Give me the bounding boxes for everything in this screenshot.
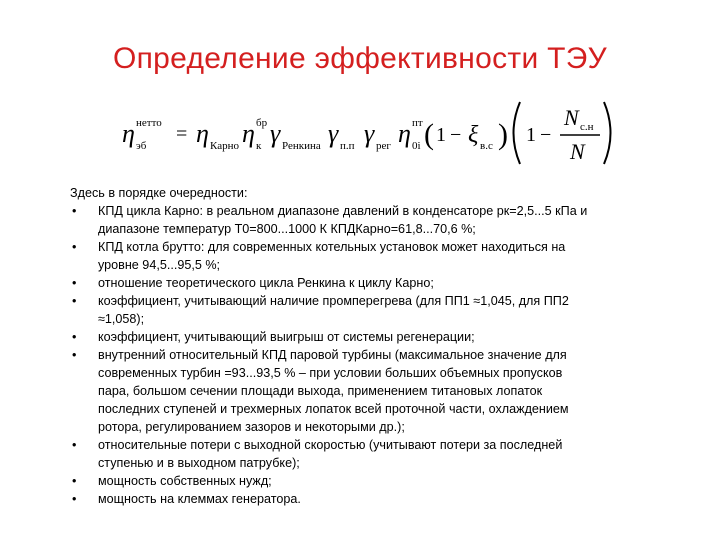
efficiency-formula [118,98,618,168]
formula-t2-sup: бр [256,117,268,129]
bullet-icon: • [72,294,77,308]
list-item [70,328,670,346]
list-item [70,292,670,328]
formula-eta-sup: нетто [136,117,162,129]
list-item-line: ≈1,058); [98,312,145,326]
bullet-icon: • [72,474,77,488]
bullet-icon: • [72,348,77,362]
list-item [70,274,670,292]
definitions-list [70,202,670,508]
bullet-icon: • [72,438,77,452]
formula-numerator-sub: с.н [580,121,594,133]
list-item-line: внутренний относительный КПД паровой турбины (максимальное значение для [98,348,567,362]
list-item [70,346,670,436]
formula-paren1-close: ) [498,118,508,151]
bullet-icon: • [72,204,77,218]
list-item [70,202,670,238]
list-item-line: мощность собственных нужд; [98,474,272,488]
list-item-line: относительные потери с выходной скоростью (учитывают потери за последней [98,438,563,452]
list-item-line: ступенью и в выходном патрубке); [98,456,300,470]
formula-numerator: N [564,105,579,130]
list-item-line: КПД котла брутто: для современных котельных установок может находиться на [98,240,566,254]
list-item-line: современных турбин =93...93,5 % – при условии больших объемных пропусков [98,366,563,380]
formula-one2: 1 [526,124,536,146]
list-item [70,472,670,490]
list-item [70,238,670,274]
list-item-line: коэффициент, учитывающий выигрыш от системы регенерации; [98,330,475,344]
list-item-line: КПД цикла Карно: в реальном диапазоне давлений в конденсаторе pк=2,5...5 кПа и [98,204,588,218]
formula-minus1: − [450,124,462,146]
list-item-line: диапазоне температур Т0=800...1000 К КПДКарно=61,8...70,6 %; [98,222,476,236]
formula-equals: = [176,123,188,145]
list-item-line: мощность на клеммах генератора. [98,492,301,506]
formula-paren1-open: ( [424,118,434,151]
formula-t1: η [196,119,209,148]
formula-denominator: N [570,139,585,164]
formula-minus2: − [540,124,552,146]
list-item-line: пара, большом сечении площади выхода, применением титановых лопаток [98,384,543,398]
formula-t3-sub: Ренкина [282,140,321,152]
formula-t6-sub: 0i [412,140,421,152]
list-item-line: последних ступеней и трехмерных лопаток всей проточной части, охлаждением [98,402,569,416]
formula-t5: γ [364,119,375,148]
formula-t6: η [398,119,411,148]
list-item-line: отношение теоретического цикла Ренкина к циклу Карно; [98,276,434,290]
formula-eta: η [122,119,135,148]
formula-eta-sub: эб [136,140,147,152]
list-item-line: уровне 94,5...95,5 %; [98,258,221,272]
formula-t1-sub: Карно [210,140,239,152]
formula-t5-sub: рег [376,140,391,152]
bullet-icon: • [72,276,77,290]
intro-text: Здесь в порядке очередности: [70,186,248,200]
formula-xi-sub: в.с [480,140,493,152]
formula-xi: ξ [468,122,479,148]
formula-t2-sub: к [256,140,262,152]
formula-t4: γ [328,119,339,148]
bullet-icon: • [72,492,77,506]
list-item-line: ротора, регулированием зазоров и некоторыми др.); [98,420,405,434]
slide-title: Определение эффективности ТЭУ [112,42,607,75]
formula-big-paren-left [514,102,521,164]
formula-t6-sup: пт [412,117,423,129]
formula-t3: γ [270,119,281,148]
list-item [70,490,670,508]
list-item [70,436,670,472]
list-item-line: коэффициент, учитывающий наличие промперегрева (для ПП1 ≈1,045, для ПП2 [98,294,569,308]
formula-big-paren-right [604,102,611,164]
formula-t2: η [242,119,255,148]
bullet-icon: • [72,240,77,254]
description-block [70,184,670,508]
formula-t4-sub: п.п [340,140,355,152]
bullet-icon: • [72,330,77,344]
formula-one1: 1 [436,124,446,146]
